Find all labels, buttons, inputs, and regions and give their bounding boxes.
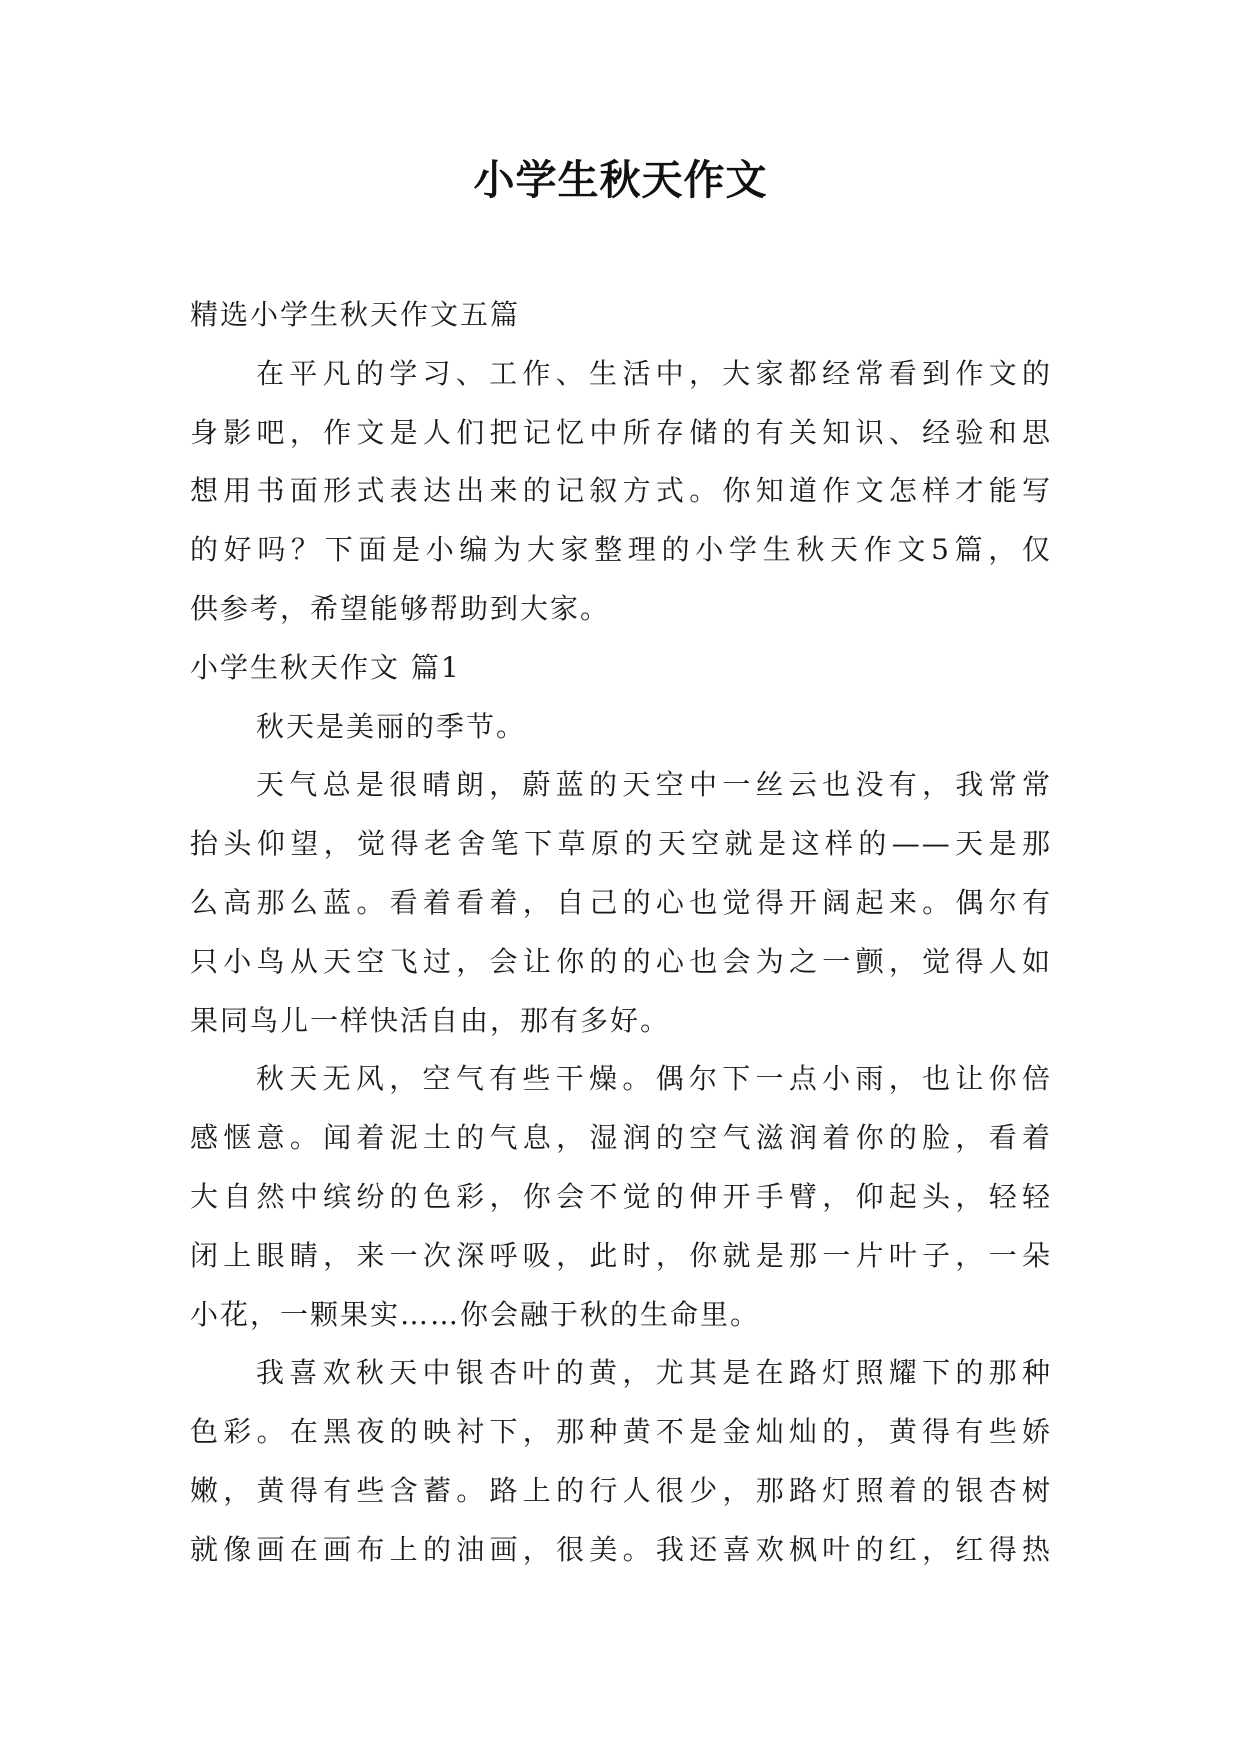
text-line: 小学生秋天作文 篇1	[190, 650, 461, 684]
text-line: 抬头仰望，觉得老舍笔下草原的天空就是这样的——天是那	[190, 827, 1052, 861]
text-line: 只小鸟从天空飞过，会让你的的心也会为之一颤，觉得人如	[190, 944, 1052, 978]
text-line: 小花，一颗果实……你会融于秋的生命里。	[190, 1297, 761, 1331]
document-title: 小学生秋天作文	[473, 156, 768, 204]
text-line: 精选小学生秋天作文五篇	[190, 298, 521, 331]
text-line: 秋天无风，空气有些干燥。偶尔下一点小雨，也让你倍	[256, 1062, 1052, 1096]
text-line: 秋天是美丽的季节。	[256, 709, 527, 743]
text-line: 闭上眼睛，来一次深呼吸，此时，你就是那一片叶子，一朵	[190, 1238, 1052, 1272]
text-line: 供参考，希望能够帮助到大家。	[190, 591, 611, 625]
text-line: 感惬意。闻着泥土的气息，湿润的空气滋润着你的脸，看着	[190, 1121, 1052, 1155]
text-line: 嫩，黄得有些含蓄。路上的行人很少，那路灯照着的银杏树	[190, 1473, 1052, 1507]
text-line: 就像画在画布上的油画，很美。我还喜欢枫叶的红，红得热	[190, 1532, 1052, 1566]
text-line: 色彩。在黑夜的映衬下，那种黄不是金灿灿的，黄得有些娇	[190, 1415, 1052, 1449]
text-line: 么高那么蓝。看着看着，自己的心也觉得开阔起来。偶尔有	[190, 885, 1052, 919]
text-line: 我喜欢秋天中银杏叶的黄，尤其是在路灯照耀下的那种	[256, 1356, 1052, 1390]
text-line: 在平凡的学习、工作、生活中，大家都经常看到作文的	[256, 356, 1052, 390]
text-line: 身影吧，作文是人们把记忆中所存储的有关知识、经验和思	[190, 415, 1052, 449]
text-line: 大自然中缤纷的色彩，你会不觉的伸开手臂，仰起头，轻轻	[190, 1179, 1052, 1213]
text-line: 天气总是很晴朗，蔚蓝的天空中一丝云也没有，我常常	[256, 768, 1052, 802]
text-line: 的好吗？下面是小编为大家整理的小学生秋天作文5篇，仅	[190, 533, 1052, 567]
document-body	[190, 286, 1052, 1580]
text-line: 果同鸟儿一样快活自由，那有多好。	[190, 1003, 671, 1037]
text-line: 想用书面形式表达出来的记叙方式。你知道作文怎样才能写	[190, 474, 1052, 508]
